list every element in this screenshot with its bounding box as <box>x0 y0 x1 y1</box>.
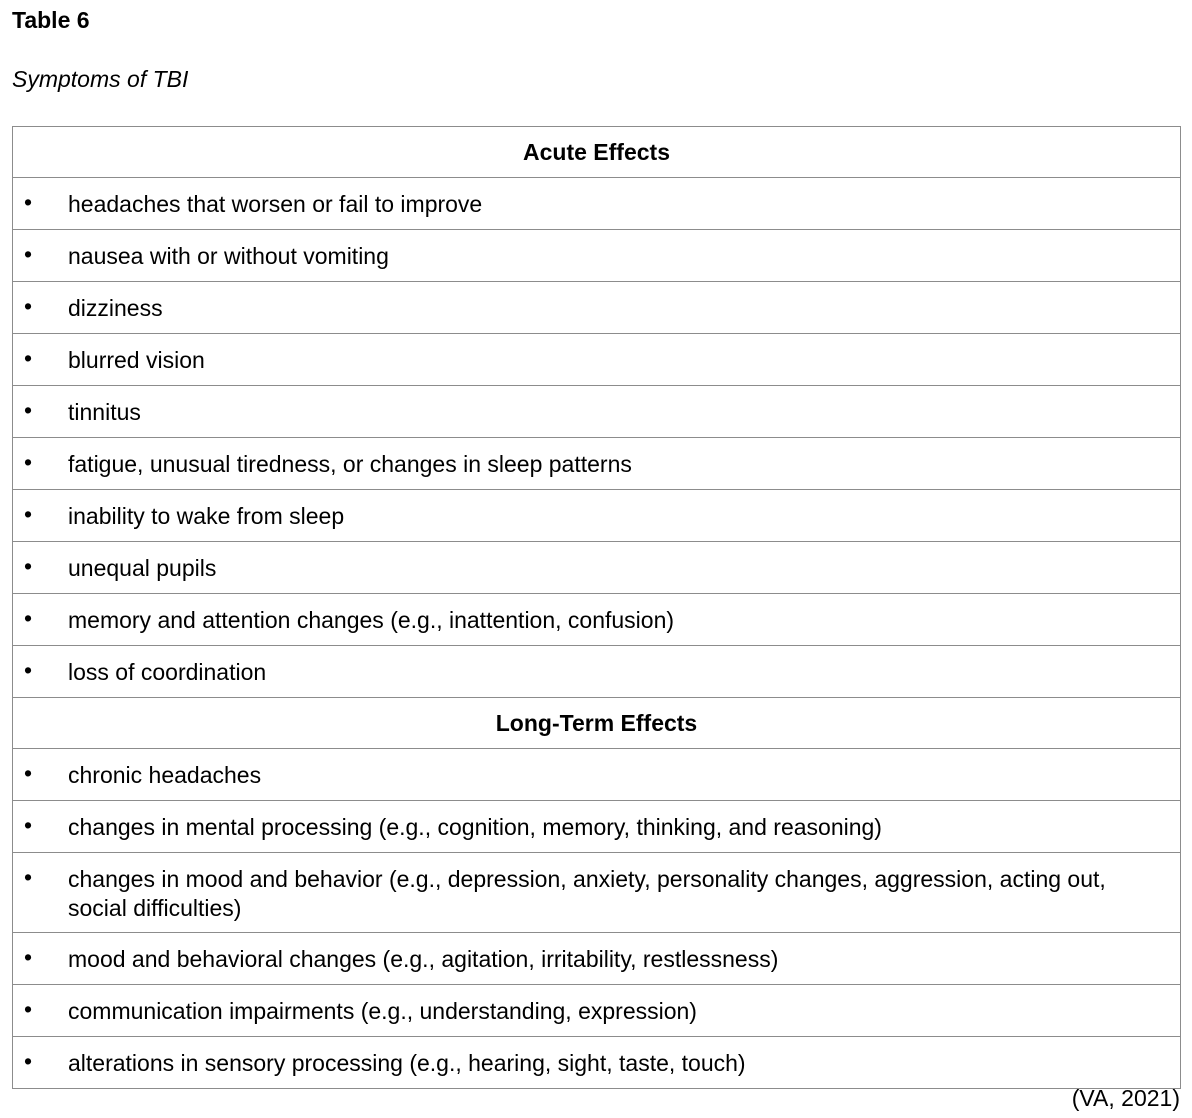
table-row <box>13 542 1181 594</box>
symptoms-table <box>12 126 1181 1089</box>
bullet-icon: • <box>24 293 33 319</box>
list-item <box>13 282 1181 334</box>
list-item <box>13 230 1181 282</box>
list-item-text: chronic headaches <box>68 762 262 788</box>
list-item-text: tinnitus <box>68 399 141 425</box>
list-item-text: blurred vision <box>68 347 205 373</box>
table-row <box>13 386 1181 438</box>
table-row <box>13 801 1181 853</box>
list-item-text: dizziness <box>68 295 163 321</box>
bullet-icon: • <box>24 189 33 215</box>
list-item <box>13 801 1181 853</box>
list-item-text: fatigue, unusual tiredness, or changes in sleep patterns <box>68 451 632 477</box>
table-row <box>13 853 1181 933</box>
list-item-text: alterations in sensory processing (e.g., hearing, sight, taste, touch) <box>68 1050 746 1076</box>
list-item-text: memory and attention changes (e.g., inattention, confusion) <box>68 607 675 633</box>
bullet-icon: • <box>24 501 33 527</box>
table-row <box>13 178 1181 230</box>
list-item <box>13 438 1181 490</box>
section-header-long-term <box>13 698 1181 749</box>
list-item <box>13 542 1181 594</box>
list-item <box>13 933 1181 985</box>
bullet-icon: • <box>24 864 33 890</box>
list-item-text: inability to wake from sleep <box>68 503 345 529</box>
list-item-text: headaches that worsen or fail to improve <box>68 191 483 217</box>
bullet-icon: • <box>24 944 33 970</box>
table-row <box>13 334 1181 386</box>
bullet-icon: • <box>24 345 33 371</box>
table-row <box>13 1037 1181 1089</box>
table-row <box>13 933 1181 985</box>
section-heading: Long-Term Effects <box>13 698 1181 749</box>
list-item-text: nausea with or without vomiting <box>68 243 389 269</box>
table-row <box>13 438 1181 490</box>
list-item-text: changes in mental processing (e.g., cognition, memory, thinking, and reasoning) <box>68 814 882 840</box>
list-item <box>13 490 1181 542</box>
list-item <box>13 334 1181 386</box>
list-item-text: communication impairments (e.g., understanding, expression) <box>68 998 697 1024</box>
table-row <box>13 282 1181 334</box>
list-item <box>13 853 1181 933</box>
bullet-icon: • <box>24 605 33 631</box>
list-item-text: changes in mood and behavior (e.g., depression, anxiety, personality changes, aggression, acting out, social difficulties) <box>68 866 1106 921</box>
section-heading: Acute Effects <box>13 127 1181 178</box>
table-row <box>13 749 1181 801</box>
list-item <box>13 985 1181 1037</box>
bullet-icon: • <box>24 760 33 786</box>
list-item-text: mood and behavioral changes (e.g., agitation, irritability, restlessness) <box>68 946 779 972</box>
list-item-text: unequal pupils <box>68 555 217 581</box>
table-title: Symptoms of TBI <box>12 66 189 92</box>
list-item <box>13 386 1181 438</box>
section-header-acute <box>13 127 1181 178</box>
list-item <box>13 1037 1181 1089</box>
table-row <box>13 985 1181 1037</box>
table-row <box>13 230 1181 282</box>
bullet-icon: • <box>24 553 33 579</box>
list-item <box>13 749 1181 801</box>
list-item <box>13 594 1181 646</box>
source-citation: (VA, 2021) <box>1071 1085 1180 1111</box>
bullet-icon: • <box>24 812 33 838</box>
bullet-icon: • <box>24 657 33 683</box>
table-label: Table 6 <box>12 7 90 33</box>
bullet-icon: • <box>24 996 33 1022</box>
list-item <box>13 178 1181 230</box>
bullet-icon: • <box>24 397 33 423</box>
table-row <box>13 594 1181 646</box>
list-item <box>13 646 1181 698</box>
table-row <box>13 490 1181 542</box>
table-row <box>13 646 1181 698</box>
bullet-icon: • <box>24 241 33 267</box>
bullet-icon: • <box>24 1048 33 1074</box>
list-item-text: loss of coordination <box>68 659 267 685</box>
bullet-icon: • <box>24 449 33 475</box>
